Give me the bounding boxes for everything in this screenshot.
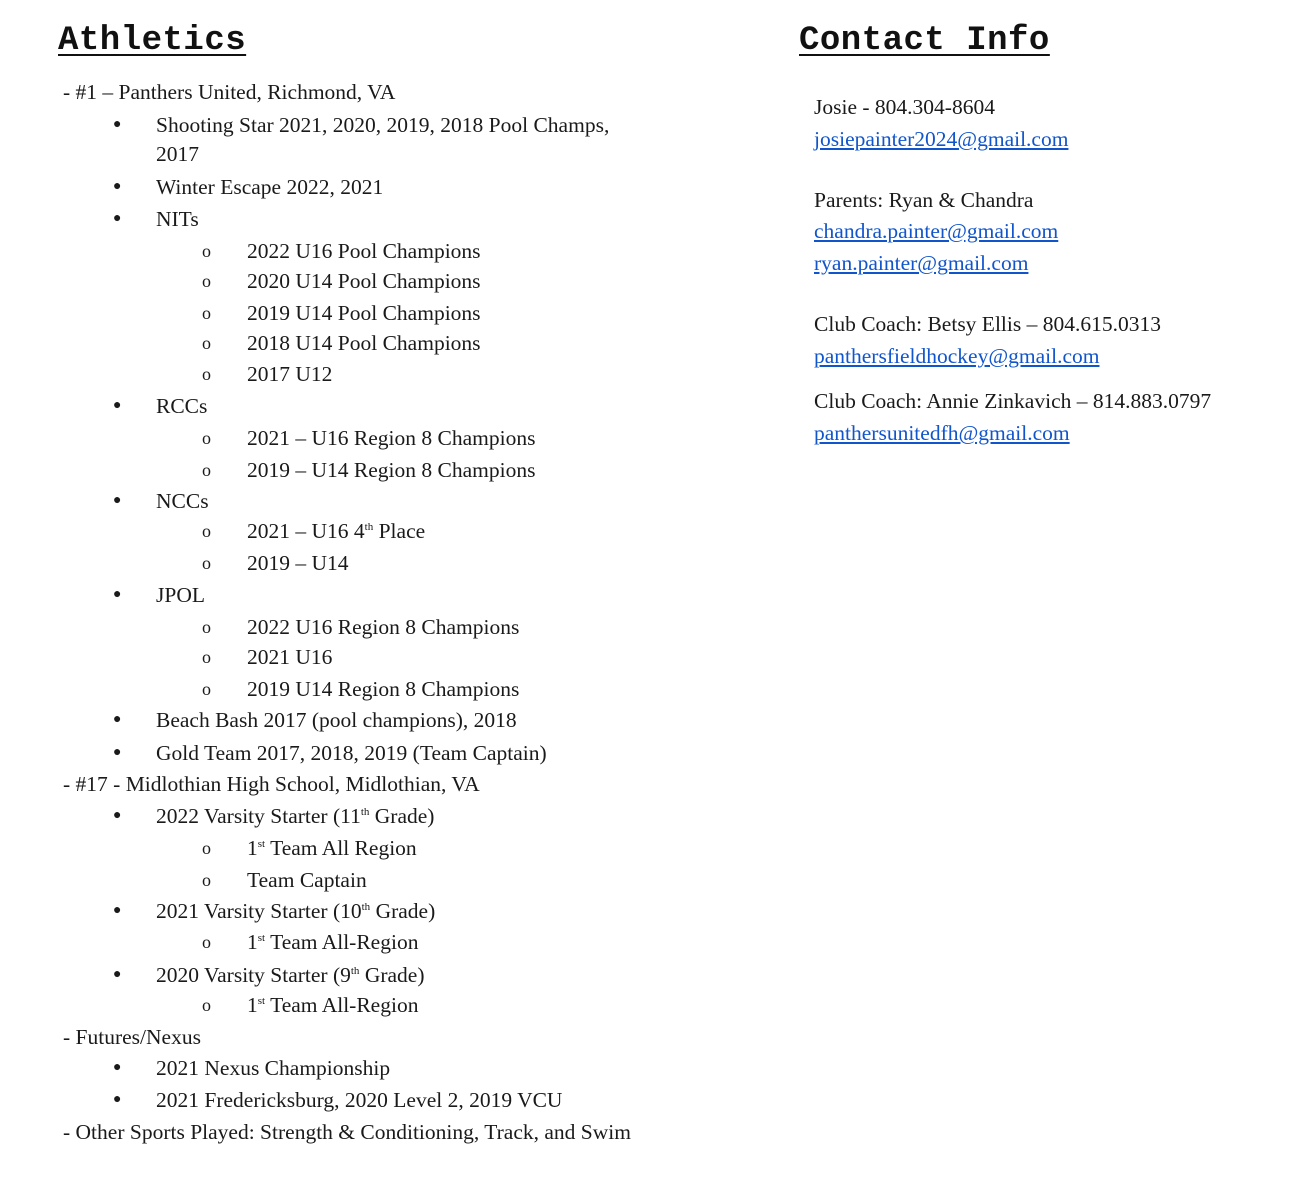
list-item-rccs: RCCs [156,394,208,418]
sub-list-item: 2018 U14 Pool Champions [247,331,481,355]
list-item: 2020 Varsity Starter (9th Grade) [156,963,425,987]
panthers-unitedfh-email-link[interactable]: panthersunitedfh@gmail.com [814,421,1070,445]
sub-list-item: Team Captain [247,868,367,892]
sub-list-item: 2021 U16 [247,645,333,669]
panthers-fieldhockey-email-link[interactable]: panthersfieldhockey@gmail.com [814,344,1100,368]
sub-list-item: 2019 – U14 [247,551,349,575]
bullet-icon: ● [113,398,122,413]
sub-list-item: 2020 U14 Pool Champions [247,269,481,293]
bullet-icon: ● [113,1060,122,1075]
bullet-icon: ● [113,967,122,982]
sub-list-item: 2019 – U14 Region 8 Champions [247,458,536,482]
bullet-icon: ● [113,1092,122,1107]
ryan-email-link[interactable]: ryan.painter@gmail.com [814,251,1029,275]
sub-list-item: 1st Team All-Region [247,993,419,1017]
contact-info-heading: Contact Info [799,22,1050,60]
hollow-bullet-icon: o [202,838,211,858]
other-sports: - Other Sports Played: Strength & Conditioning, Track, and Swim [63,1120,631,1144]
hollow-bullet-icon: o [202,647,211,667]
midlothian-team: - #17 - Midlothian High School, Midlothian, VA [63,772,480,796]
list-item: 2021 Nexus Championship [156,1056,391,1080]
hollow-bullet-icon: o [202,617,211,637]
list-item: 2021 Varsity Starter (10th Grade) [156,899,436,923]
coach-annie-phone: Club Coach: Annie Zinkavich – 814.883.0797 [814,389,1212,413]
hollow-bullet-icon: o [202,241,211,261]
list-item: 2022 Varsity Starter (11th Grade) [156,804,435,828]
bullet-icon: ● [113,808,122,823]
hollow-bullet-icon: o [202,303,211,323]
coach-betsy-phone: Club Coach: Betsy Ellis – 804.615.0313 [814,312,1161,336]
chandra-email-link[interactable]: chandra.painter@gmail.com [814,219,1059,243]
bullet-icon: ● [113,117,122,132]
list-item: 2021 Fredericksburg, 2020 Level 2, 2019 VCU [156,1088,563,1112]
hollow-bullet-icon: o [202,521,211,541]
bullet-icon: ● [113,712,122,727]
sub-list-item: 1st Team All Region [247,836,417,860]
list-item-continued: 2017 [156,142,199,166]
josie-phone: Josie - 804.304-8604 [814,95,995,119]
parents-label: Parents: Ryan & Chandra [814,188,1034,212]
bullet-icon: ● [113,903,122,918]
list-item-nccs: NCCs [156,489,209,513]
sub-list-item: 2019 U14 Region 8 Champions [247,677,520,701]
hollow-bullet-icon: o [202,460,211,480]
bullet-icon: ● [113,587,122,602]
list-item-jpol: JPOL [156,583,205,607]
list-item: Beach Bash 2017 (pool champions), 2018 [156,708,517,732]
panthers-united-team: - #1 – Panthers United, Richmond, VA [63,80,396,104]
hollow-bullet-icon: o [202,995,211,1015]
sub-list-item: 2021 – U16 Region 8 Champions [247,426,536,450]
sub-list-item: 1st Team All-Region [247,930,419,954]
hollow-bullet-icon: o [202,870,211,890]
hollow-bullet-icon: o [202,428,211,448]
list-item: Shooting Star 2021, 2020, 2019, 2018 Pool Champs, [156,113,610,137]
sub-list-item: 2017 U12 [247,362,333,386]
sub-list-item: 2019 U14 Pool Champions [247,301,481,325]
hollow-bullet-icon: o [202,364,211,384]
bullet-icon: ● [113,493,122,508]
josie-email-link[interactable]: josiepainter2024@gmail.com [814,127,1069,151]
list-item-nits: NITs [156,207,199,231]
futures-nexus-team: - Futures/Nexus [63,1025,201,1049]
hollow-bullet-icon: o [202,932,211,952]
list-item: Gold Team 2017, 2018, 2019 (Team Captain) [156,741,547,765]
hollow-bullet-icon: o [202,271,211,291]
sub-list-item: 2022 U16 Region 8 Champions [247,615,520,639]
bullet-icon: ● [113,211,122,226]
athletics-heading: Athletics [58,22,247,60]
list-item: Winter Escape 2022, 2021 [156,175,384,199]
sub-list-item: 2021 – U16 4th Place [247,519,426,543]
hollow-bullet-icon: o [202,679,211,699]
bullet-icon: ● [113,179,122,194]
sub-list-item: 2022 U16 Pool Champions [247,239,481,263]
hollow-bullet-icon: o [202,553,211,573]
hollow-bullet-icon: o [202,333,211,353]
bullet-icon: ● [113,745,122,760]
